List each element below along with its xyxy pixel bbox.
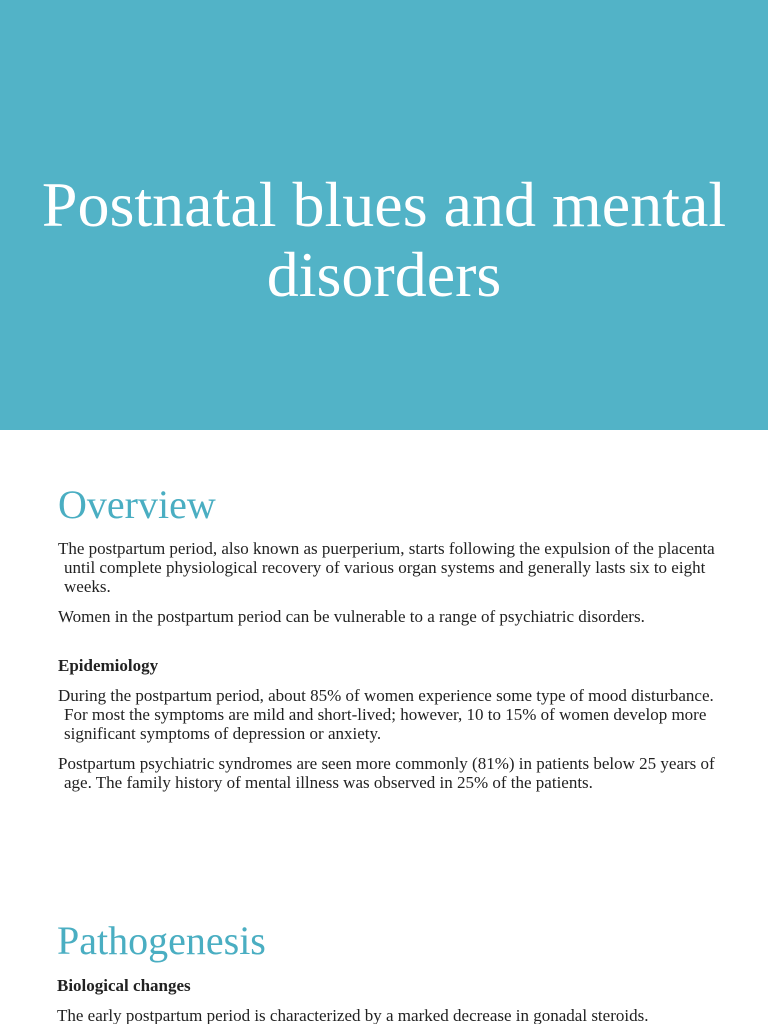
overview-paragraph-2: Women in the postpartum period can be vulnerable to a range of psychiatric disorders. xyxy=(58,607,645,626)
epidemiology-heading: Epidemiology xyxy=(58,656,159,675)
epidemiology-paragraph-1: During the postpartum period, about 85% of women experience some type of mood disturbance. For most the symptoms are mild and short-lived; however, 10 to 15% of women develop more significant symptoms of depression or anxiety. xyxy=(58,686,714,743)
title-banner xyxy=(0,0,768,430)
page-title: Postnatal blues and mental disorders xyxy=(41,169,727,310)
overview-heading: Overview xyxy=(58,482,216,527)
pathogenesis-heading: Pathogenesis xyxy=(57,918,266,963)
biological-changes-heading: Biological changes xyxy=(57,976,191,995)
pathogenesis-paragraph-1: The early postpartum period is characterized by a marked decrease in gonadal steroids. xyxy=(57,1006,649,1024)
overview-paragraph-1: The postpartum period, also known as puerperium, starts following the expulsion of the placenta until complete physiological recovery of various organ systems and generally lasts six to eight weeks. xyxy=(58,539,715,596)
epidemiology-paragraph-2: Postpartum psychiatric syndromes are seen more commonly (81%) in patients below 25 years of age. The family history of mental illness was observed in 25% of the patients. xyxy=(58,754,715,792)
